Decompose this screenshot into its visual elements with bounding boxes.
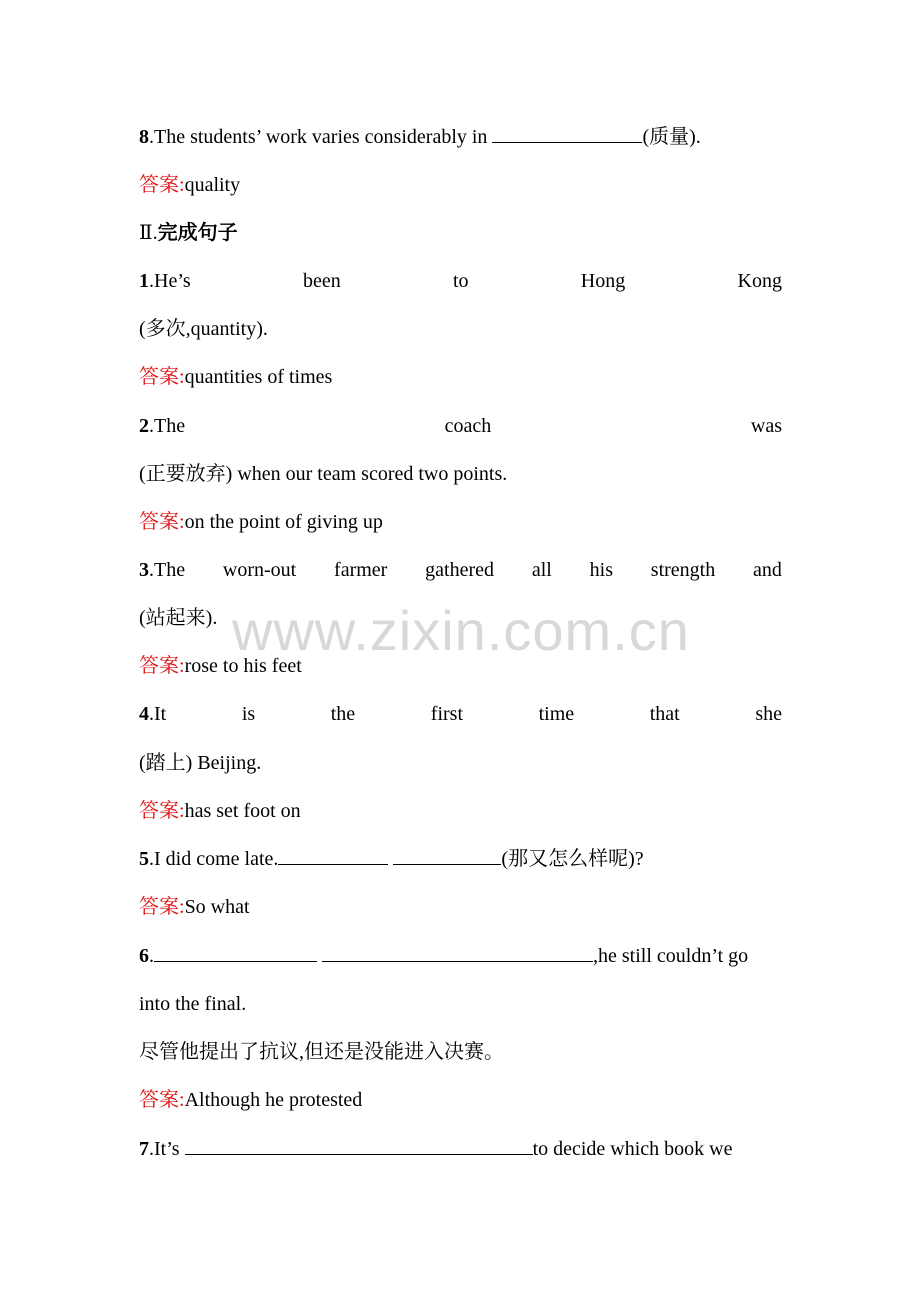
question-text: to decide which book we: [532, 1138, 733, 1160]
answer-blank: [154, 941, 317, 962]
question-6-translation: 尽管他提出了抗议,但还是没能进入决赛。: [139, 1041, 504, 1063]
question-8: [139, 122, 782, 152]
question-number: 6: [139, 945, 149, 967]
answer-4: [139, 796, 782, 826]
answer-blank: [322, 941, 593, 962]
section-heading: [139, 218, 782, 248]
question-word: Kong: [737, 270, 782, 292]
question-number: 8: [139, 126, 149, 148]
answer-text: has set foot on: [184, 800, 301, 822]
question-word: that: [649, 703, 680, 725]
question-word: was: [750, 415, 782, 437]
question-2: [139, 411, 782, 441]
answer-label: 答案:: [139, 800, 185, 822]
question-word: been: [302, 270, 341, 292]
answer-blank: [278, 844, 388, 865]
answer-blank: [185, 1134, 533, 1155]
section-title: 完成句子: [157, 222, 238, 244]
answer-text: Although he protested: [184, 1089, 363, 1111]
answer-blank: [492, 122, 642, 143]
answer-text: So what: [184, 896, 250, 918]
question-word: strength: [650, 559, 716, 581]
question-1: [139, 266, 782, 296]
question-text: .It’s: [149, 1138, 185, 1160]
answer-label: 答案:: [139, 511, 185, 533]
question-word: first: [430, 703, 463, 725]
answer-6: [139, 1085, 782, 1115]
question-word: to: [452, 270, 469, 292]
question-6-line2: into the final.: [139, 993, 247, 1015]
answer-3: [139, 651, 782, 681]
question-number: 3: [139, 559, 149, 581]
question-word: .It: [149, 703, 167, 725]
answer-8: [139, 170, 782, 200]
question-word: worn-out: [222, 559, 297, 581]
question-word: .The: [149, 415, 186, 437]
question-lead: [139, 699, 166, 729]
question-number: 5: [139, 848, 149, 870]
question-word: time: [538, 703, 575, 725]
question-4: [139, 699, 782, 729]
question-3-line2: (站起来).: [139, 607, 218, 629]
question-number: 7: [139, 1138, 149, 1160]
answer-label: 答案:: [139, 1089, 185, 1111]
question-2-line2: (正要放弃) when our team scored two points.: [139, 463, 508, 485]
question-lead: [139, 411, 185, 441]
question-word: .He’s: [149, 270, 191, 292]
question-7: [139, 1134, 782, 1164]
question-hint: (那又怎么样呢)?: [501, 848, 644, 870]
question-text: .: [149, 945, 154, 967]
question-number: 1: [139, 270, 149, 292]
answer-1: [139, 362, 782, 392]
answer-label: 答案:: [139, 655, 185, 677]
answer-text: quality: [184, 174, 241, 196]
question-word: all: [531, 559, 552, 581]
question-number: 4: [139, 703, 149, 725]
question-number: 2: [139, 415, 149, 437]
answer-label: 答案:: [139, 896, 185, 918]
question-word: the: [330, 703, 356, 725]
question-4-line2: (踏上) Beijing.: [139, 752, 262, 774]
answer-text: on the point of giving up: [184, 511, 383, 533]
question-1-line2: (多次,quantity).: [139, 318, 268, 340]
answer-text: rose to his feet: [184, 655, 302, 677]
question-word: gathered: [425, 559, 495, 581]
question-word: and: [753, 559, 782, 581]
question-5: [139, 844, 782, 874]
watermark: www.zixin.com.cn: [232, 599, 690, 662]
section-roman: Ⅱ.: [139, 222, 158, 244]
question-lead: [139, 266, 191, 296]
question-lead: [139, 555, 185, 585]
question-word: farmer: [334, 559, 388, 581]
question-word: she: [755, 703, 782, 725]
question-text: .The students’ work varies considerably in: [149, 126, 493, 148]
question-word: coach: [444, 415, 492, 437]
question-word: his: [589, 559, 613, 581]
answer-text: quantities of times: [184, 366, 333, 388]
answer-2: [139, 507, 782, 537]
question-text: ,he still couldn’t go: [593, 945, 749, 967]
question-word: .The: [149, 559, 186, 581]
question-3: [139, 555, 782, 585]
answer-blank: [393, 844, 501, 865]
question-word: is: [241, 703, 256, 725]
answer-label: 答案:: [139, 174, 185, 196]
question-text: .I did come late.: [149, 848, 279, 870]
question-hint: (质量).: [642, 126, 701, 148]
answer-5: [139, 892, 782, 922]
question-6: [139, 941, 782, 971]
answer-label: 答案:: [139, 366, 185, 388]
question-word: Hong: [580, 270, 626, 292]
